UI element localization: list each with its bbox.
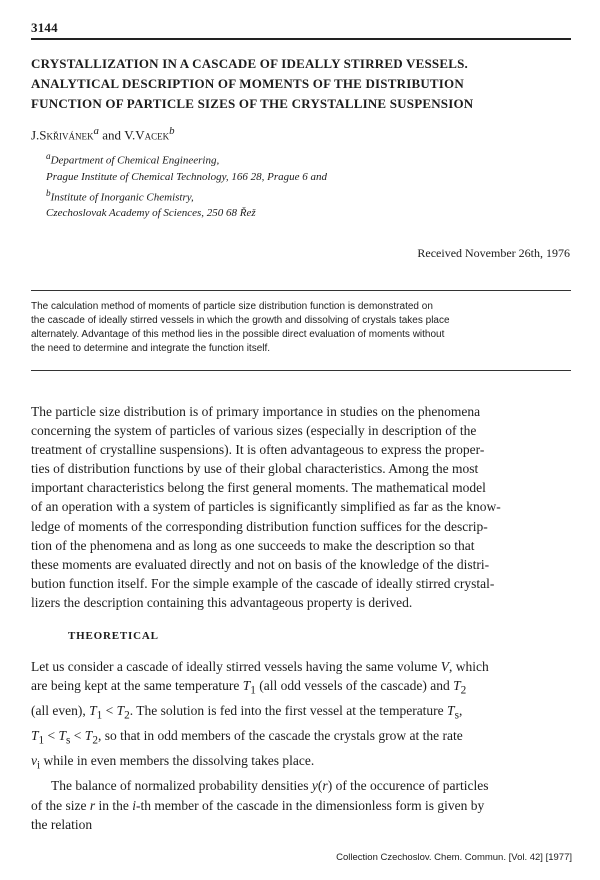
body-line: ledge of moments of the corresponding distribution function suffices for the descrip-: [31, 518, 488, 534]
title-line: CRYSTALLIZATION IN A CASCADE OF IDEALLY STIRRED VESSELS.: [31, 56, 468, 71]
body-line: important characteristics belong the first general moments. The mathematical model: [31, 480, 486, 496]
journal-footer: Collection Czechoslov. Chem. Commun. [Vol. 42] [1977]: [336, 852, 572, 863]
abstract: [31, 300, 571, 356]
body-line: ties of distribution functions by use of their global characteristics. Among the most: [31, 461, 479, 477]
body-line: $T_1 < T_s < T_2$, so that in odd members of the cascade the crystals grow at the rate: [31, 728, 463, 747]
title-line: FUNCTION OF PARTICLE SIZES OF THE CRYSTALLINE SUSPENSION: [31, 96, 474, 111]
affiliations: [46, 148, 327, 221]
author-conjunction: and: [98, 127, 125, 143]
body-line: $v_i$ while in even members the dissolving takes place.: [31, 753, 315, 772]
header-rule: [31, 38, 571, 40]
body-line: treatment of crystalline suspensions). It is often advantageous to express the proper-: [31, 442, 485, 458]
paper-title: [31, 54, 576, 114]
affiliation-line: $^b$Institute of Inorganic Chemistry,: [46, 187, 194, 204]
body-line: The particle size distribution is of primary importance in studies on the phenomena: [31, 404, 481, 419]
body-line: are being kept at the same temperature $T_1$ (all odd vessels of the cascade) and $T_2$: [31, 678, 467, 697]
abstract-line: alternately. Advantage of this method lies in the possible direct evaluation of moments without: [31, 329, 445, 340]
abstract-line: The calculation method of moments of particle size distribution function is demonstrated on: [31, 301, 433, 312]
body-line: (all even), $T_1 < T_2$. The solution is fed into the first vessel at the temperature $T_s$,: [31, 703, 463, 722]
author-2: V.Vacek: [124, 127, 170, 143]
abstract-line: the cascade of ideally stirred vessels in which the growth and dissolving of crystals takes place: [31, 315, 450, 326]
section-heading-theoretical: THEORETICAL: [68, 630, 159, 642]
author-1: J.Skřivánek: [31, 127, 94, 143]
body-line: the relation: [31, 816, 93, 832]
abstract-rule-bottom: [31, 370, 571, 371]
theoretical-text: [31, 657, 576, 834]
body-line: of the size r in the i-th member of the cascade in the dimensionless form is given by: [31, 797, 485, 813]
intro-paragraph: [31, 402, 576, 612]
body-line: these moments are evaluated directly and not on basis of the knowledge of the distri-: [31, 556, 490, 572]
abstract-rule-top: [31, 290, 571, 291]
affiliation-line: Czechoslovak Academy of Sciences, 250 68 Řež: [46, 207, 256, 220]
body-line: lizers the description containing this advantageous property is derived.: [31, 594, 413, 610]
body-line: tion of the phenomena and as long as one succeeds to make the description so that: [31, 537, 475, 553]
author-2-mark: b: [169, 125, 175, 137]
body-line: bution function itself. For the simple example of the cascade of ideally stirred crystal-: [31, 575, 495, 591]
title-line: ANALYTICAL DESCRIPTION OF MOMENTS OF THE DISTRIBUTION: [31, 76, 464, 91]
authors: [31, 125, 175, 143]
body-line: The balance of normalized probability densities y(r) of the occurence of particles: [51, 778, 489, 794]
affiliation-line: Prague Institute of Chemical Technology, 166 28, Prague 6 and: [46, 170, 327, 183]
received-date: Received November 26th, 1976: [417, 246, 570, 260]
body-line: concerning the system of particles of various sizes (especially in description of the: [31, 423, 477, 439]
body-line: Let us consider a cascade of ideally stirred vessels having the same volume V, which: [31, 659, 489, 674]
author-1-mark: a: [93, 125, 99, 137]
page-number: 3144: [31, 20, 58, 35]
abstract-line: the need to determine and integrate the function itself.: [31, 343, 271, 354]
body-line: of an operation with a system of particles is significantly simplified as far as the know-: [31, 499, 501, 515]
affiliation-line: $^a$Department of Chemical Engineering,: [46, 151, 220, 167]
